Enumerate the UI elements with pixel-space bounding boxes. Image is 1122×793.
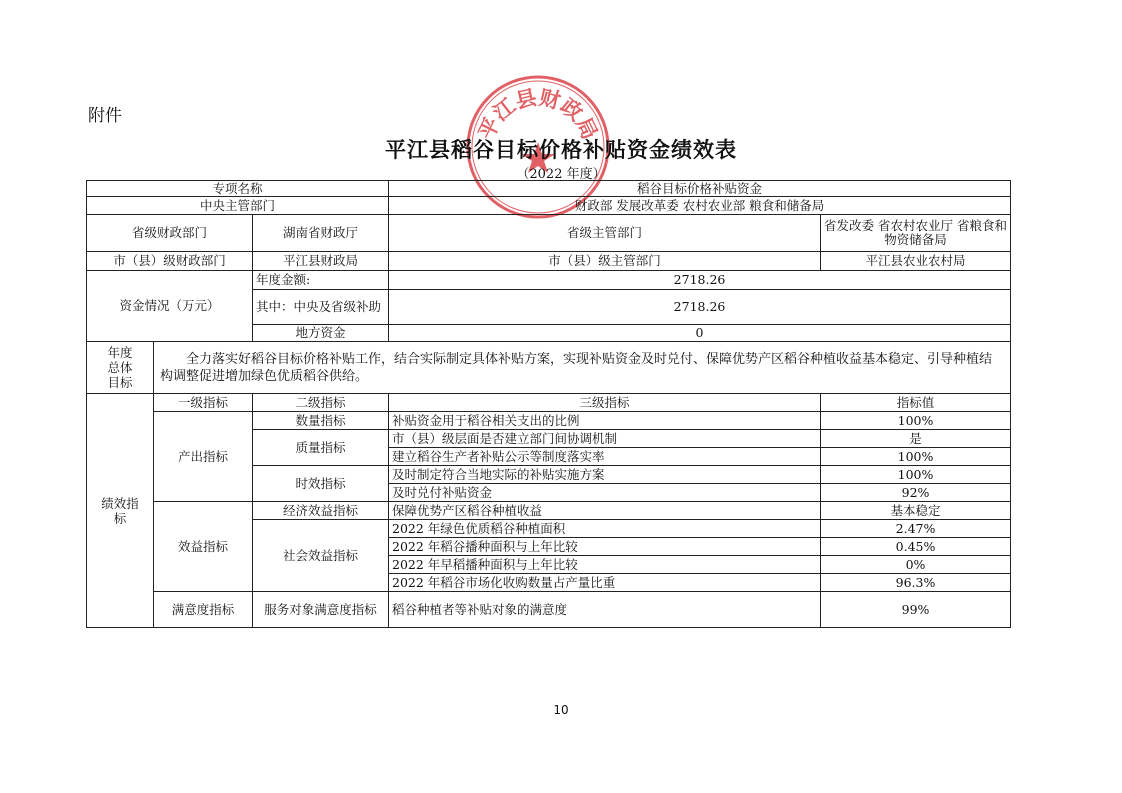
indicator-text: 2022 年稻谷播种面积与上年比较 [389, 538, 821, 556]
table-row [87, 252, 1011, 271]
central-subsidy-label: 其中：中央及省级补助 [253, 290, 389, 325]
timeliness-indicator-label: 时效指标 [253, 466, 389, 502]
indicator-text: 2022 年绿色优质稻谷种植面积 [389, 520, 821, 538]
attachment-label: 附件 [88, 106, 122, 126]
table-row [87, 412, 1011, 430]
output-indicator-label: 产出指标 [154, 412, 253, 502]
indicator-text: 补贴资金用于稻谷相关支出的比例 [389, 412, 821, 430]
table-row [87, 394, 1011, 412]
indicator-text: 保障优势产区稻谷种植收益 [389, 502, 821, 520]
central-subsidy-value: 2718.26 [389, 290, 1011, 325]
benefit-indicator-label: 效益指标 [154, 502, 253, 592]
local-funds-value: 0 [389, 325, 1011, 342]
indicator-value: 92% [821, 484, 1011, 502]
annual-amount-label: 年度金额: [253, 271, 389, 290]
social-indicator-label: 社会效益指标 [253, 520, 389, 592]
fiscal-year: （2022 年度） [516, 167, 606, 182]
project-name-value: 稻谷目标价格补贴资金 [389, 181, 1011, 197]
indicator-value: 96.3% [821, 574, 1011, 592]
indicator-text: 及时兑付补贴资金 [389, 484, 821, 502]
annual-amount-value: 2718.26 [389, 271, 1011, 290]
col-header-level2: 二级指标 [253, 394, 389, 412]
project-name-label: 专项名称 [87, 181, 389, 197]
annual-goal-text: 全力落实好稻谷目标价格补贴工作，结合实际制定具体补贴方案，实现补贴资金及时兑付、保障优势产区稻谷种植收益基本稳定、引导种植结构调整促进增加绿色优质稻谷供给。 [154, 342, 1011, 394]
table-row [87, 197, 1011, 215]
service-satisfaction-label: 服务对象满意度指标 [253, 592, 389, 628]
central-dept-value: 财政部 发展改革委 农村农业部 粮食和储备局 [389, 197, 1011, 215]
performance-table [86, 180, 1011, 628]
indicator-value: 基本稳定 [821, 502, 1011, 520]
prov-dept-label: 省级主管部门 [389, 215, 821, 252]
table-row [87, 342, 1011, 394]
indicator-text: 2022 年稻谷市场化收购数量占产量比重 [389, 574, 821, 592]
local-funds-label: 地方资金 [253, 325, 389, 342]
funds-label: 资金情况（万元） [87, 271, 253, 342]
table-row [87, 271, 1011, 290]
economic-indicator-label: 经济效益指标 [253, 502, 389, 520]
performance-indicators-label: 绩效指标 [87, 394, 154, 628]
table-row [87, 502, 1011, 520]
indicator-value: 99% [821, 592, 1011, 628]
prov-dept-value: 省发改委 省农村农业厅 省粮食和物资储备局 [821, 215, 1011, 252]
city-dept-value: 平江县农业农村局 [821, 252, 1011, 271]
indicator-value: 0% [821, 556, 1011, 574]
table-row [87, 181, 1011, 197]
indicator-value: 0.45% [821, 538, 1011, 556]
table-row [87, 215, 1011, 252]
col-header-level1: 一级指标 [154, 394, 253, 412]
quality-indicator-label: 质量指标 [253, 430, 389, 466]
indicator-value: 2.47% [821, 520, 1011, 538]
city-finance-value: 平江县财政局 [253, 252, 389, 271]
indicator-text: 建立稻谷生产者补贴公示等制度落实率 [389, 448, 821, 466]
table-row [87, 592, 1011, 628]
page-title: 平江县稻谷目标价格补贴资金绩效表 [385, 137, 737, 162]
satisfaction-indicator-label: 满意度指标 [154, 592, 253, 628]
svg-text:平江县财政局: 平江县财政局 [474, 85, 602, 144]
indicator-text: 及时制定符合当地实际的补贴实施方案 [389, 466, 821, 484]
quantity-indicator-label: 数量指标 [253, 412, 389, 430]
prov-finance-value: 湖南省财政厅 [253, 215, 389, 252]
city-dept-label: 市（县）级主管部门 [389, 252, 821, 271]
indicator-value: 100% [821, 448, 1011, 466]
indicator-value: 100% [821, 466, 1011, 484]
central-dept-label: 中央主管部门 [87, 197, 389, 215]
col-header-level3: 三级指标 [389, 394, 821, 412]
indicator-value: 100% [821, 412, 1011, 430]
indicator-text: 市（县）级层面是否建立部门间协调机制 [389, 430, 821, 448]
indicator-text: 稻谷种植者等补贴对象的满意度 [389, 592, 821, 628]
city-finance-label: 市（县）级财政部门 [87, 252, 253, 271]
page-number: 10 [553, 703, 569, 717]
annual-goal-label: 年度总体目标 [87, 342, 154, 394]
col-header-value: 指标值 [821, 394, 1011, 412]
prov-finance-label: 省级财政部门 [87, 215, 253, 252]
indicator-text: 2022 年早稻播种面积与上年比较 [389, 556, 821, 574]
indicator-value: 是 [821, 430, 1011, 448]
